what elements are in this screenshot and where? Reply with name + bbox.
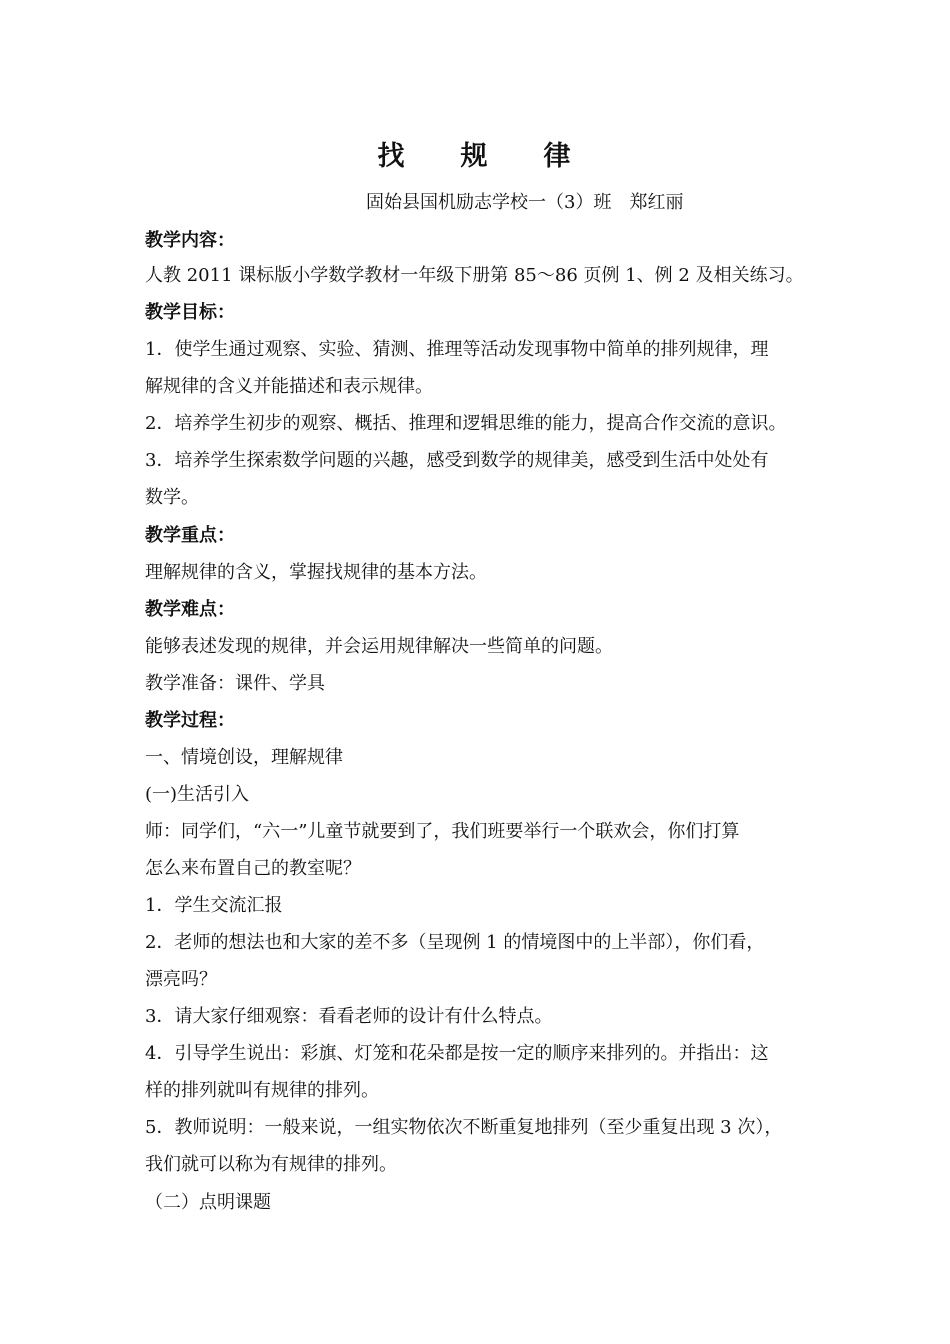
body-line: 3．培养学生探索数学问题的兴趣，感受到数学的规律美，感受到生活中处处有	[145, 450, 769, 471]
title-char: 律	[543, 141, 573, 172]
body-line: 漂亮吗？	[145, 969, 217, 990]
body-line: 一、情境创设，理解规律	[145, 747, 343, 768]
body-line: 教学准备：课件、学具	[145, 673, 325, 694]
body-line: 2．培养学生初步的观察、概括、推理和逻辑思维的能力，提高合作交流的意识。	[145, 413, 787, 434]
body-line: 1．学生交流汇报	[145, 895, 283, 916]
body-line: 理解规律的含义，掌握找规律的基本方法。	[145, 562, 487, 583]
author-line: 固始县国机励志学校一（3）班 郑红丽	[366, 192, 684, 213]
body-line: 我们就可以称为有规律的排列。	[145, 1154, 397, 1175]
body-line: 解规律的含义并能描述和表示规律。	[145, 376, 433, 397]
body-line: 5．教师说明：一般来说，一组实物依次不断重复地排列（至少重复出现 3 次），	[145, 1117, 783, 1138]
document-title	[0, 134, 950, 173]
body-line: 1．使学生通过观察、实验、猜测、推理等活动发现事物中简单的排列规律，理	[145, 339, 769, 360]
body-line: 2．老师的想法也和大家的差不多（呈现例 1 的情境图中的上半部），你们看，	[145, 932, 765, 953]
body-line: 人教 2011 课标版小学数学教材一年级下册第 85～86 页例 1、例 2 及相关练习。	[145, 265, 804, 286]
body-line: (一)生活引入	[145, 784, 250, 805]
body-line: 能够表述发现的规律，并会运用规律解决一些简单的问题。	[145, 636, 613, 657]
title-char: 规	[460, 141, 490, 172]
body-line: 师：同学们，“六一”儿童节就要到了，我们班要举行一个联欢会，你们打算	[145, 821, 740, 842]
body-line: 样的排列就叫有规律的排列。	[145, 1080, 379, 1101]
body-line: 4．引导学生说出：彩旗、灯笼和花朵都是按一定的顺序来排列的。并指出：这	[145, 1043, 769, 1064]
section-heading: 教学重点：	[145, 525, 235, 546]
section-heading: 教学内容：	[145, 230, 235, 251]
title-char: 找	[377, 141, 407, 172]
body-line: 3．请大家仔细观察：看看老师的设计有什么特点。	[145, 1006, 553, 1027]
body-line: 数学。	[145, 487, 199, 508]
section-heading: 教学难点：	[145, 599, 235, 620]
section-heading: 教学过程：	[145, 710, 235, 731]
body-line: （二）点明课题	[145, 1192, 271, 1213]
body-line: 怎么来布置自己的教室呢？	[145, 858, 361, 879]
section-heading: 教学目标：	[145, 302, 235, 323]
